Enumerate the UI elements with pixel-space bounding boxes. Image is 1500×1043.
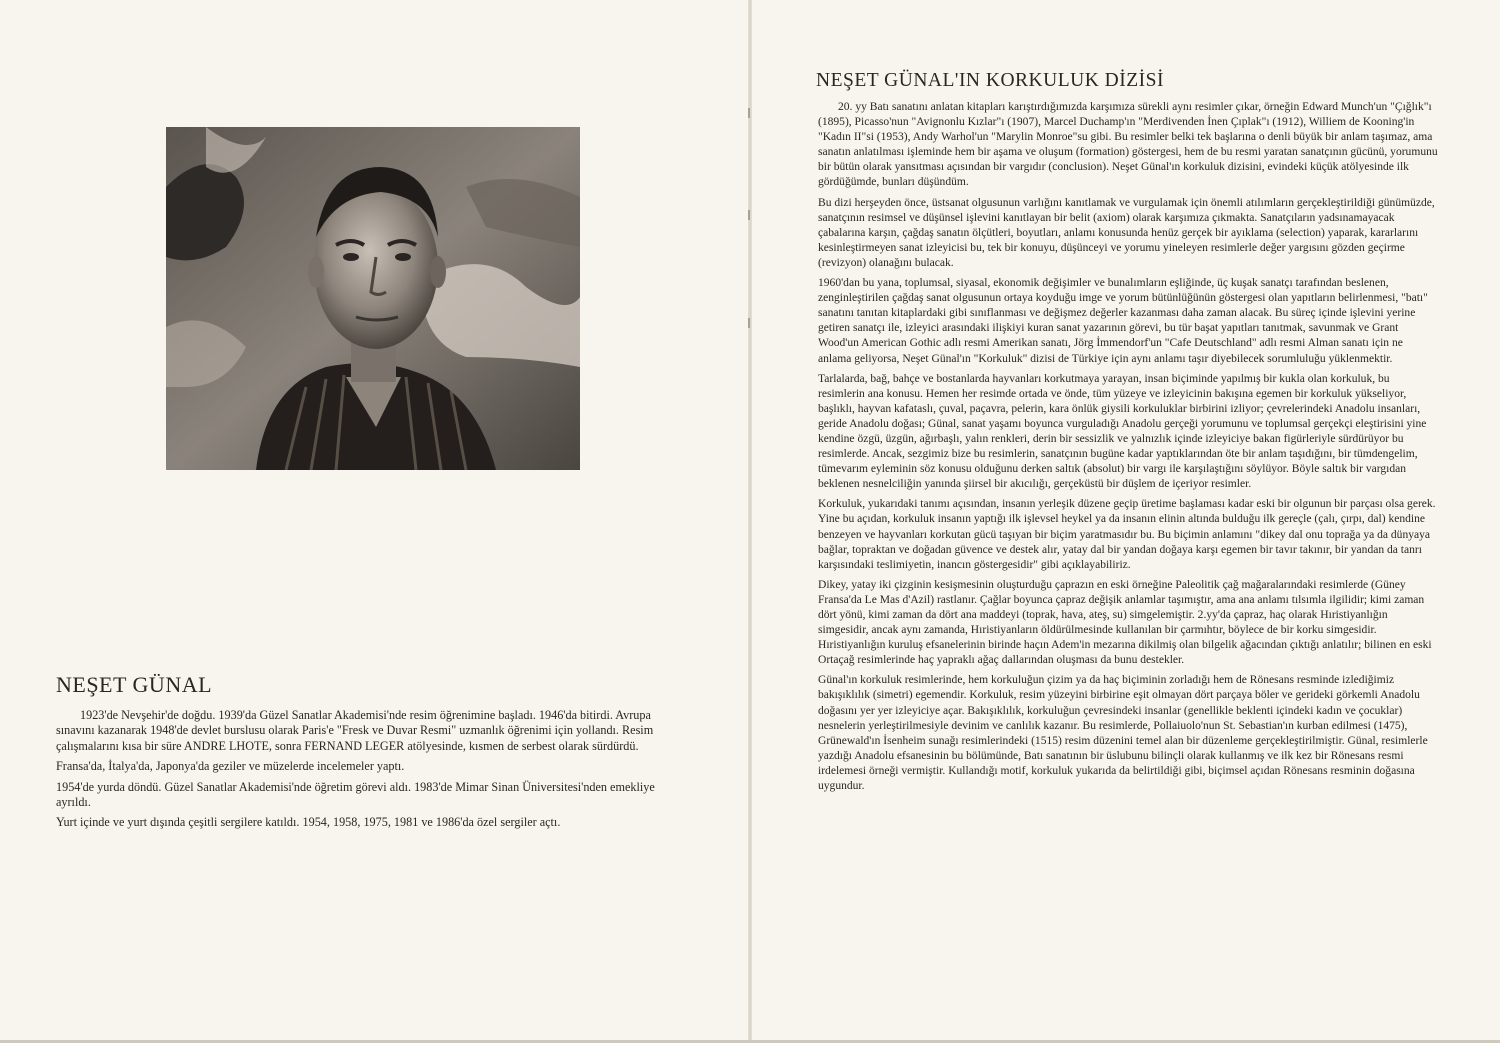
article-paragraph: 20. yy Batı sanatını anlatan kitapları karıştırdığımızda karşımıza sürekli aynı resimler çıkar, örneğin Edward Munch'un "Çığlık"ı (1895), Picasso'nun "Avignonlu Kızlar"ı (1907), Marcel Duchamp'ın "Merdivenden İnen Çıplak"ı (1912), Williem de Kooning'in "Kadın II"si (1953), Andy Warhol'un "Marylin Monroe"su gibi. Bu resimler belki tek başlarına o denli büyük bir anlam taşımaz, ama sanatın anlatılması işleminde hem bir aşama ve oluşum (formation) göstergesi, hem de bu resmi yaratan sanatçının gücünü, yorumunu bir bütün olarak yansıtması açısından bir vargıdır (conclusion). Neşet Günal'ın korkuluk dizisini, evindeki küçük atölyesinde ilk gördüğümde, bunları düşündüm.: [818, 101, 1438, 189]
bio-paragraph: 1954'de yurda döndü. Güzel Sanatlar Akademisi'nde öğretim görevi aldı. 1983'de Mimar Sinan Üniversitesi'nden emekliye ayrıldı.: [56, 779, 655, 810]
bio-paragraph: 1923'de Nevşehir'de doğdu. 1939'da Güzel Sanatlar Akademisi'nde resim öğrenimine başladı. 1946'da bitirdi. Avrupa sınavını kazanarak 1948'de devlet burslusu olarak Paris'e "Fresk ve Duvar Resmi" uzmanlık öğrenimi için yollandı. Resim çalışmalarını kısa bir süre ANDRE LHOTE, sonra FERNAND LEGER atölyesinde, kısmen de serbest olarak sürdürdü.: [56, 708, 654, 753]
portrait-photo: [166, 127, 580, 470]
bio-paragraph: Yurt içinde ve yurt dışında çeşitli sergilere katıldı. 1954, 1958, 1975, 1981 ve 1986'da özel sergiler açtı.: [56, 815, 561, 830]
article-paragraph: 1960'dan bu yana, toplumsal, siyasal, ekonomik değişimler ve bunalımların eşliğinde, üç kuşak sanatçı tarafından beslenen, zenginleştirilen çağdaş sanat olgusunun ortaya koyduğu imge ve yorum bütünlüğünün göstergesi olan yapıtların belirlenmesi, "batı" sanatını tanıtan kitaplardaki gibi sınıflanması ve değişmez değerler kazanması daha zaman alacak. Bu süreç içinde işlevini yerine getiren sanatçı ile, izleyici arasındaki ilişkiyi kuran sanat yazarının görevi, bu tür başat yapıtları tanıtmak, savunmak ve Grant Wood'un American Gothic adlı resmi Amerikan sanatı, Jörg İmmendorf'un "Cafe Deutschland" adlı resmi Alman sanatı için ne anlama geliyorsa, Neşet Günal'ın "Korkuluk" dizisi de Türkiye için aynı anlamı taşır diyebilecek sorumluluğu yüklenmektir.: [818, 277, 1428, 365]
article-paragraph: Günal'ın korkuluk resimlerinde, hem korkuluğun çizim ya da haç biçiminin zorladığı hem de Rönesans resminde izlediğimiz bakışıklılık (simetri) egemendir. Korkuluk, resim yüzeyini birbirine eşit olmayan dört parçaya böler ve gerideki görkemli Anadolu doğasını yer yer izleyiciye açar. Bakışıklılık, korkuluğun çevresindeki insanlar (genellikle beklenti içindeki kadın ve çocuklar) nesnelerin yerleştirilmesiyle devinim ve canlılık kazanır. Bu resimlerde, Pollaiuolo'nun St. Sebastian'ın kurban edilmesi (1475), Grünewald'ın İsenheim sunağı resimlerindeki (1515) resim düzenini temel alan bir düzenleme gerçekleştirilmiştir. Günal, resimlerle yazdığı Anadolu efsanesinin bu bölümünde, Batı sanatının bir üslubunu bilinçli olarak kullanmış ve ilk kez bir Rönesans resmi irdelemesi örneği vermiştir. Kullandığı motif, korkuluk yukarıda da belirtildiği gibi, biçimsel açıdan Rönesans resminin doğasına uygundur.: [818, 674, 1428, 793]
left-page: [0, 0, 748, 1043]
gutter-mark: [748, 210, 750, 220]
article-paragraph: Korkuluk, yukarıdaki tanımı açısından, insanın yerleşik düzene geçip üretime başlaması kadar eski bir olgunun bir parçası olsa gerek. Yine bu açıdan, korkuluk insanın yaptığı ilk işlevsel heykel ya da insanın elinin altında bulduğu ilk gereçle (çalı, çırpı, dal) kendine benzeyen ve hayvanları korkutan gücü taşıyan bir biçim yaratmasıdır bu. Bu biçimin anlamını "dikey dal onu toprağa ya da dünyaya bağlar, topraktan ve doğadan güvence ve destek alır, yatay dal bir yandan doğaya karşı egemen bir tavır takınır, bir yandan da tanrı karşısındaki teslimiyetin, inancın göstergesidir" gibi açıklayabiliriz.: [818, 498, 1436, 571]
article-title: NEŞET GÜNAL'IN KORKULUK DİZİSİ: [816, 70, 1164, 91]
article-paragraph: Bu dizi herşeyden önce, üstsanat olgusunun varlığını kanıtlamak ve vurgulamak için önemli atılımların gerçekleştirildiği günümüzde, sanatçının resimsel ve düşünsel işlevini kanıtlayan bir belit (axiom) olarak karşımıza çıkmakta. Sanatçıların yadsınamayacak çabalarına karşın, çağdaş sanatın ölçütleri, boyutları, anlamı konusunda henüz gerçek bir ayıklama (selection) yaparak, kararlarını kesinleştirmeyen sanat izleyicisi bu, tek bir konuyu, düşünceyi ve yorumu yineleyen resimlerle değer yargısını gözden geçirme (revizyon) olanağını bulacak.: [818, 196, 1435, 269]
gutter-mark: [748, 318, 750, 328]
bio-title: NEŞET GÜNAL: [56, 672, 213, 697]
bio-paragraph: Fransa'da, İtalya'da, Japonya'da geziler ve müzelerde incelemeler yaptı.: [56, 759, 405, 774]
article-paragraph: Dikey, yatay iki çizginin kesişmesinin oluşturduğu çaprazın en eski örneğine Paleolitik çağ mağaralarındaki resimlerde (Güney Fransa'da Le Mas d'Azil) rastlanır. Çağlar boyunca çapraz değişik anlamlar taşımıştır, ama ana anlamı tılsımla ilgilidir; kimi zaman dört yönü, kimi zaman da dört ana maddeyi (toprak, hava, ateş, su) simgelemiştir. 2.yy'da çapraz, haç olarak Hıristiyanlığın simgesidir, ancak aynı zamanda, Hıristiyanların öldürülmesinde kullanılan bir çarmıhtır, böylece de bir korku simgesidir. Hıristiyanlığın kuruluş efsanelerinin birinde haçın Adem'in mezarına dikilmiş olan bilgelik ağacından çıktığı anlatılır; bilinen en eski Ortaçağ resimlerinde haç yapraklı ağaç dallarından oluşması da bunu destekler.: [818, 578, 1432, 667]
portrait-illustration: [166, 127, 580, 470]
article-paragraph: Tarlalarda, bağ, bahçe ve bostanlarda hayvanları korkutmaya yarayan, insan biçiminde yapılmış bir kukla olan korkuluk, bu resimlerin ana konusu. Hemen her resimde ortada ve önde, tüm yüzeye ve izleyicinin bakışına egemen bir korkuluk yükseliyor, başlıklı, hayvan kafataslı, çuval, paçavra, pelerin, kara önlük giysili korkuluklar birbirini izliyor; çevrelerindeki Anadolu insanları, geride Anadolu doğası; Günal, sanat yaşamı boyunca vurguladığı Anadolu gerçeği yorumunu ve toplumsal gerçekçi eleştirisini yine kendine özgü, üzgün, ağırbaşlı, yalın renkleri, derin bir sessizlik ve yalnızlık içinde izleyiciye bakan figürleriyle sürdürüyor bu resimlerde. Ancak, sezgimiz bize bu resimlerin, sanatçının bugüne kadar yaptıklarından öte bir anlam taşıdığını, bir tümdengelim, tümevarım eyleminin söz konusu olduğunu derken saltık (absolut) bir vargı ile karşılaştığını söylüyor. Böyle saltık bir vargıdan beklenen nesnelciliğin yanında şiirsel bir akıcılığı, gerçeküstü bir düşlem de içeriyor resimler.: [818, 372, 1427, 491]
gutter-mark: [748, 108, 750, 118]
bio-text: [56, 708, 676, 836]
article-body: [818, 100, 1438, 799]
